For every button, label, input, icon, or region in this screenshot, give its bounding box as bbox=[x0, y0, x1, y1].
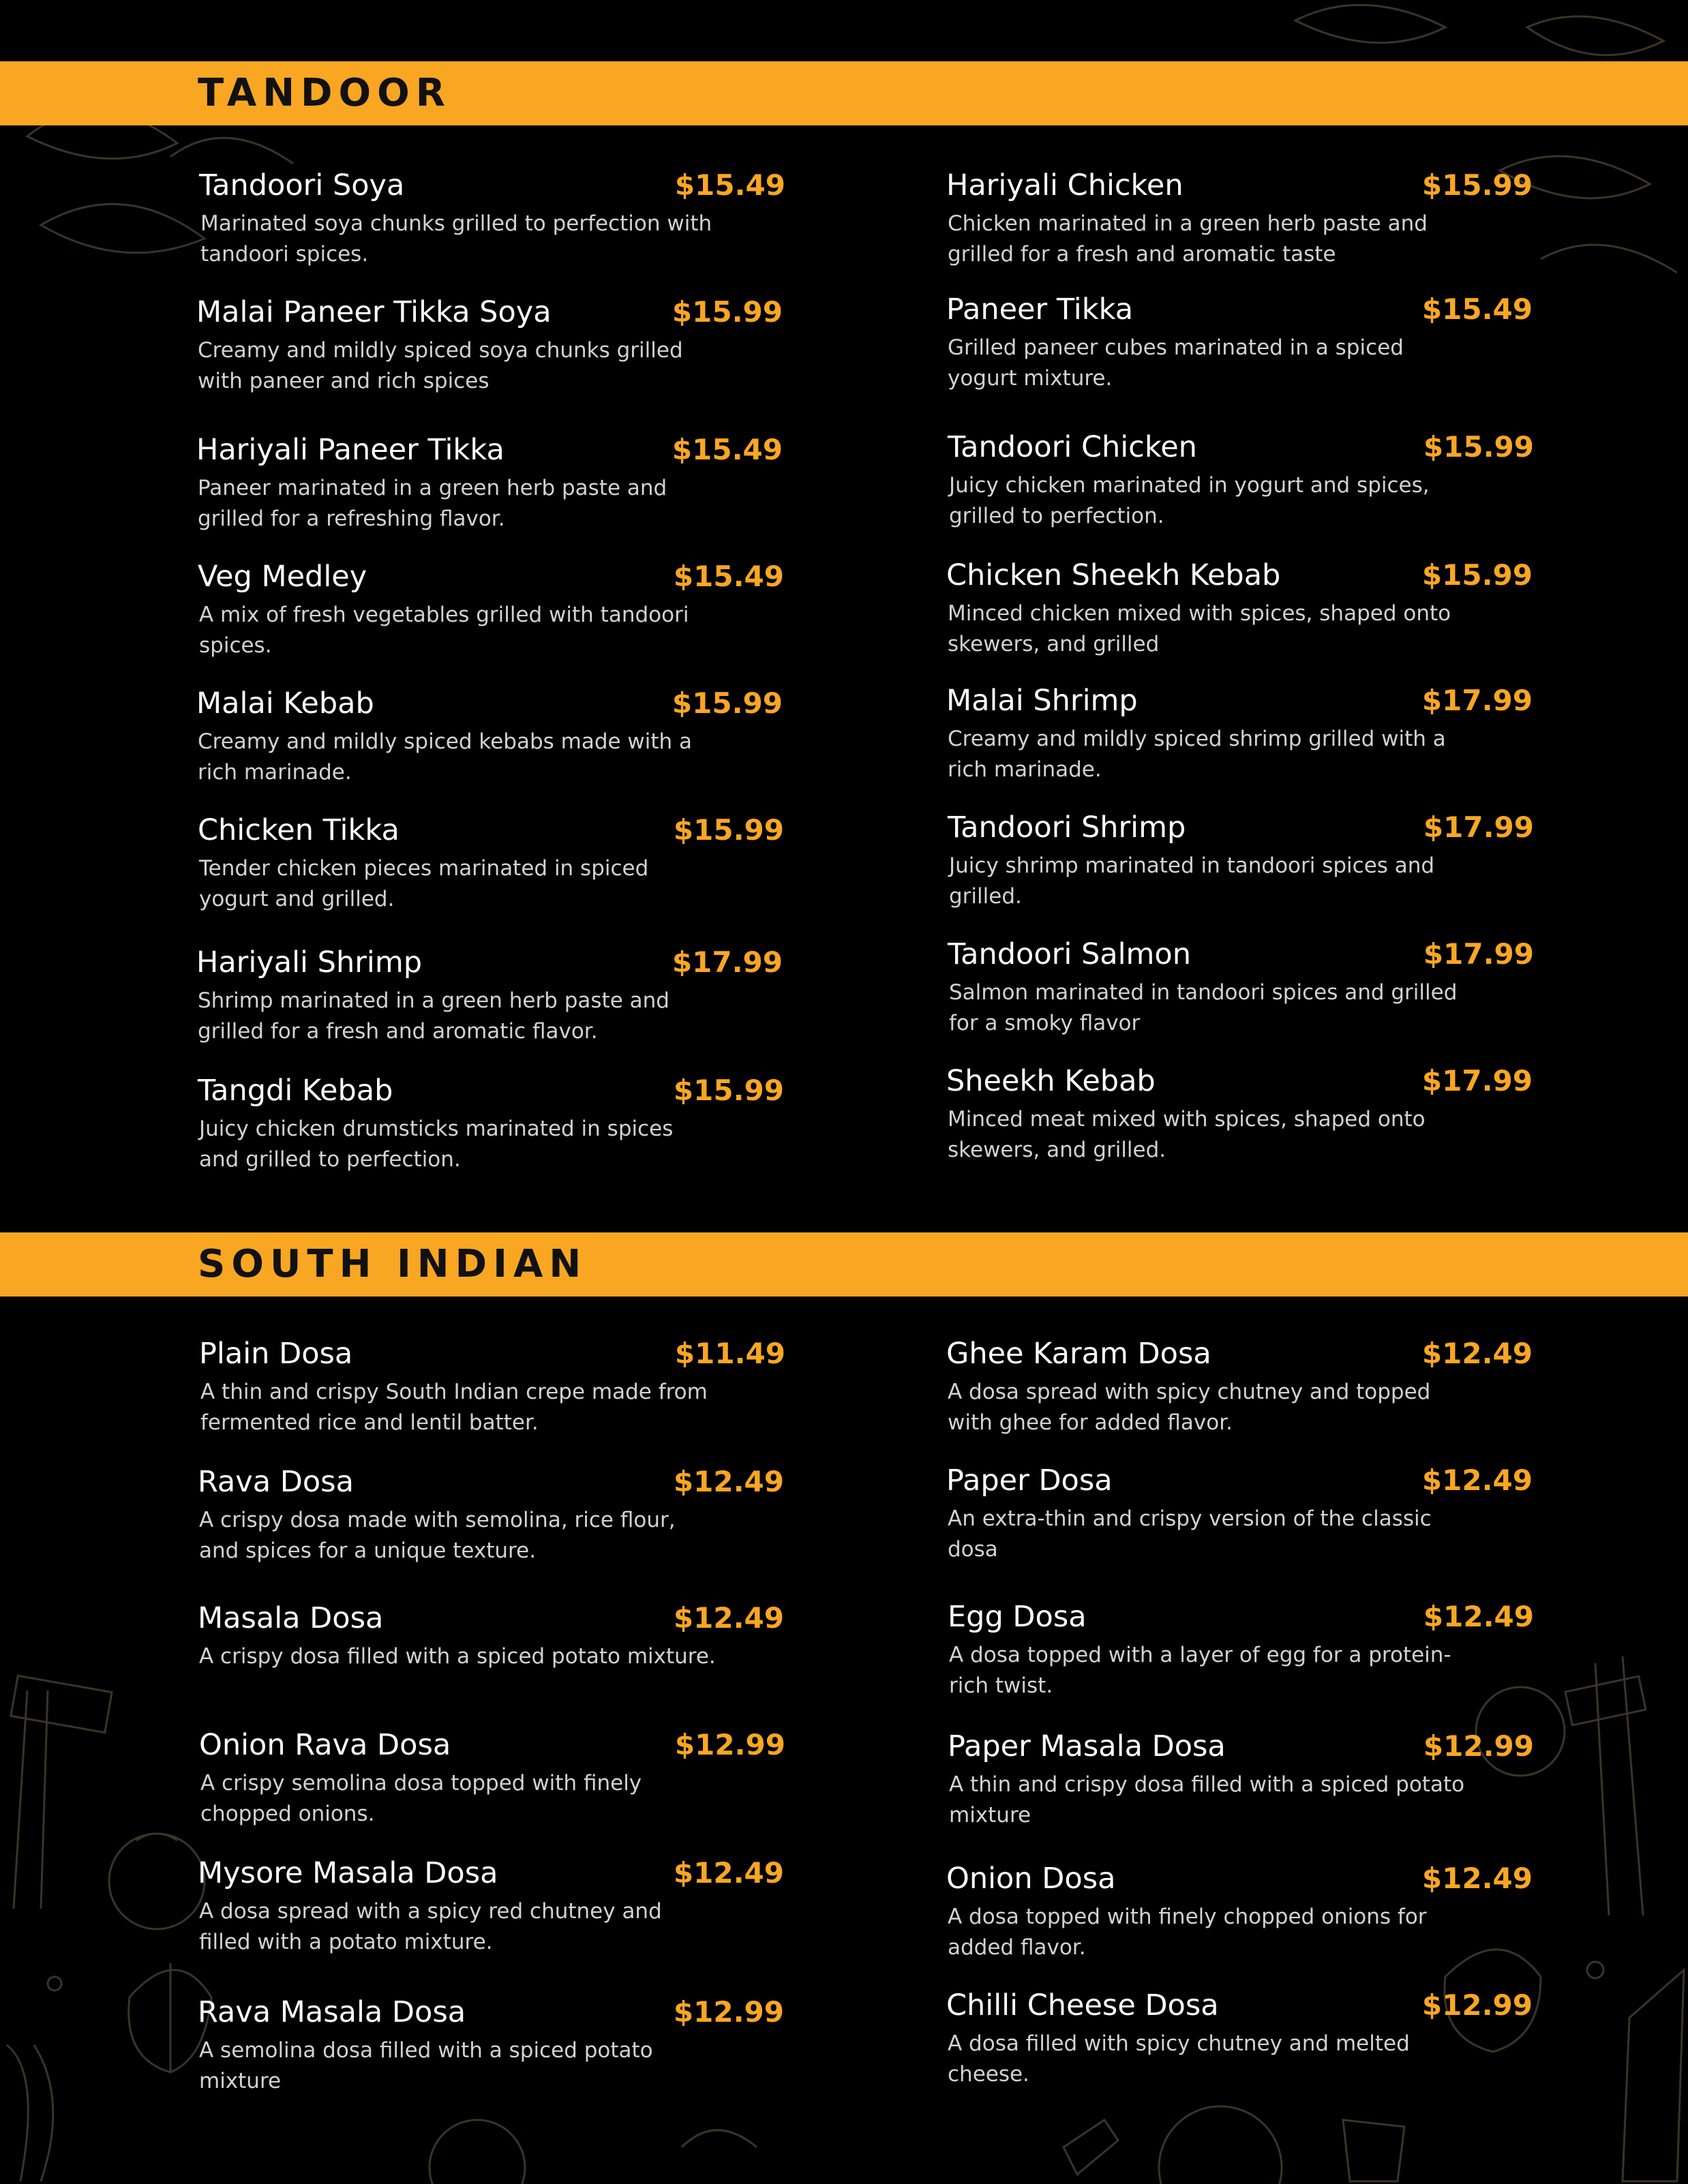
item-price: $15.99 bbox=[673, 813, 784, 847]
item-name: Hariyali Chicken bbox=[946, 168, 1184, 202]
item-name: Chicken Sheekh Kebab bbox=[946, 558, 1281, 592]
item-price: $15.99 bbox=[1421, 168, 1533, 202]
item-name: Malai Kebab bbox=[196, 686, 374, 721]
item-name: Veg Medley bbox=[198, 560, 367, 594]
item-description: A crispy dosa made with semolina, rice flour, and spices for a unique texture. bbox=[199, 1508, 676, 1563]
item-price: $12.99 bbox=[674, 1728, 785, 1761]
item-price: $17.99 bbox=[1421, 684, 1533, 717]
item-name: Plain Dosa bbox=[199, 1337, 353, 1371]
item-description: A dosa filled with spicy chutney and melted cheese. bbox=[948, 2031, 1410, 2087]
item-name: Chilli Cheese Dosa bbox=[946, 1988, 1219, 2022]
item-price: $15.99 bbox=[1421, 558, 1533, 592]
item-name: Egg Dosa bbox=[948, 1600, 1087, 1634]
section-title: SOUTH INDIAN bbox=[198, 1242, 588, 1286]
item-description: A crispy semolina dosa topped with finely chopped onions. bbox=[200, 1771, 642, 1826]
item-description: Creamy and mildly spiced soya chunks grilled with paneer and rich spices bbox=[198, 338, 683, 393]
item-name: Onion Dosa bbox=[946, 1862, 1116, 1896]
item-price: $17.99 bbox=[1421, 1064, 1533, 1097]
item-description: Tender chicken pieces marinated in spiced yogurt and grilled. bbox=[199, 856, 649, 911]
item-name: Hariyali Shrimp bbox=[196, 945, 423, 980]
item-description: A semolina dosa filled with a spiced potato mixture bbox=[199, 2038, 653, 2093]
item-description: A thin and crispy South Indian crepe made from fermented rice and lentil batter. bbox=[200, 1380, 708, 1435]
item-description: A mix of fresh vegetables grilled with tandoori spices. bbox=[199, 603, 689, 658]
section-banner-tandoor bbox=[0, 61, 1688, 125]
item-price: $12.49 bbox=[1421, 1463, 1533, 1497]
item-name: Chicken Tikka bbox=[198, 813, 400, 847]
item-description: A dosa spread with a spicy red chutney and filled with a potato mixture. bbox=[199, 1899, 662, 1954]
item-description: Juicy chicken marinated in yogurt and spices, grilled to perfection. bbox=[949, 473, 1430, 528]
item-name: Mysore Masala Dosa bbox=[198, 1856, 498, 1890]
item-price: $12.49 bbox=[1421, 1862, 1533, 1895]
item-name: Malai Shrimp bbox=[946, 684, 1138, 718]
item-price: $12.99 bbox=[673, 1995, 784, 2029]
item-description: Shrimp marinated in a green herb paste and grilled for a fresh and aromatic flavor. bbox=[198, 988, 669, 1044]
item-price: $12.99 bbox=[1423, 1729, 1534, 1763]
item-price: $12.99 bbox=[1421, 1988, 1533, 2022]
item-price: $17.99 bbox=[1423, 810, 1534, 844]
item-name: Onion Rava Dosa bbox=[199, 1728, 451, 1762]
item-description: A dosa topped with finely chopped onions for added flavor. bbox=[948, 1905, 1427, 1960]
item-name: Rava Dosa bbox=[198, 1465, 354, 1499]
item-name: Paper Masala Dosa bbox=[948, 1729, 1226, 1763]
item-description: Minced chicken mixed with spices, shaped onto skewers, and grilled bbox=[948, 601, 1451, 656]
item-name: Sheekh Kebab bbox=[946, 1064, 1156, 1098]
item-description: Juicy chicken drumsticks marinated in spices and grilled to perfection. bbox=[199, 1117, 674, 1172]
item-price: $15.99 bbox=[672, 295, 783, 329]
item-price: $17.99 bbox=[1423, 937, 1534, 971]
item-name: Paneer Tikka bbox=[946, 292, 1134, 327]
item-name: Masala Dosa bbox=[198, 1601, 384, 1635]
item-name: Tandoori Chicken bbox=[948, 430, 1197, 464]
item-price: $15.99 bbox=[1423, 430, 1534, 464]
item-description: A thin and crispy dosa filled with a spiced potato mixture bbox=[949, 1772, 1465, 1827]
item-price: $12.49 bbox=[1423, 1600, 1534, 1633]
item-name: Tandoori Shrimp bbox=[948, 810, 1186, 845]
item-price: $12.49 bbox=[1421, 1337, 1533, 1370]
item-description: Creamy and mildly spiced kebabs made with a rich marinade. bbox=[198, 729, 693, 785]
item-description: A crispy dosa filled with a spiced potato mixture. bbox=[199, 1644, 716, 1669]
item-price: $15.99 bbox=[672, 686, 783, 720]
item-price: $15.49 bbox=[673, 560, 784, 593]
item-name: Ghee Karam Dosa bbox=[946, 1337, 1211, 1371]
item-price: $12.49 bbox=[673, 1856, 784, 1890]
item-description: Salmon marinated in tandoori spices and grilled for a smoky flavor bbox=[949, 980, 1458, 1035]
item-description: Grilled paneer cubes marinated in a spiced yogurt mixture. bbox=[948, 335, 1404, 391]
item-name: Malai Paneer Tikka Soya bbox=[196, 295, 552, 329]
item-price: $15.49 bbox=[1421, 292, 1533, 326]
item-name: Hariyali Paneer Tikka bbox=[196, 433, 504, 467]
item-name: Tangdi Kebab bbox=[198, 1074, 393, 1108]
item-description: A dosa topped with a layer of egg for a protein-rich twist. bbox=[949, 1643, 1451, 1698]
item-name: Rava Masala Dosa bbox=[198, 1995, 466, 2029]
item-description: Chicken marinated in a green herb paste and grilled for a fresh and aromatic taste bbox=[948, 211, 1428, 267]
item-price: $15.99 bbox=[673, 1074, 784, 1107]
item-price: $17.99 bbox=[672, 945, 783, 979]
item-description: Minced meat mixed with spices, shaped onto skewers, and grilled. bbox=[948, 1107, 1426, 1162]
section-banner-south-indian bbox=[0, 1232, 1688, 1296]
item-name: Tandoori Salmon bbox=[948, 937, 1191, 971]
section-title: TANDOOR bbox=[198, 71, 451, 115]
item-description: Juicy shrimp marinated in tandoori spices and grilled. bbox=[949, 853, 1435, 909]
item-description: Paneer marinated in a green herb paste and grilled for a refreshing flavor. bbox=[198, 476, 667, 531]
item-name: Paper Dosa bbox=[946, 1463, 1113, 1498]
item-price: $11.49 bbox=[674, 1337, 785, 1370]
item-description: A dosa spread with spicy chutney and topped with ghee for added flavor. bbox=[948, 1380, 1431, 1435]
item-description: An extra-thin and crispy version of the classic dosa bbox=[948, 1506, 1432, 1562]
item-price: $12.49 bbox=[673, 1465, 784, 1498]
item-price: $12.49 bbox=[673, 1601, 784, 1635]
item-description: Creamy and mildly spiced shrimp grilled with a rich marinade. bbox=[948, 727, 1446, 782]
item-price: $15.49 bbox=[672, 433, 783, 466]
item-name: Tandoori Soya bbox=[199, 168, 405, 202]
item-description: Marinated soya chunks grilled to perfection with tandoori spices. bbox=[200, 211, 712, 267]
item-price: $15.49 bbox=[674, 168, 785, 202]
